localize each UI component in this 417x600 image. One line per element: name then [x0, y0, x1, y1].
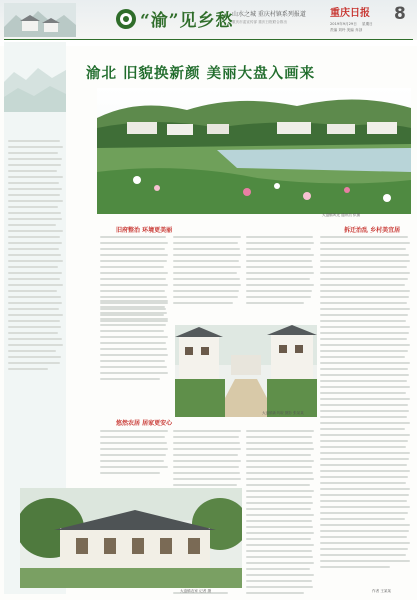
article-column-lower-3: [246, 430, 315, 598]
header-rule: [4, 39, 413, 40]
photo-caption-top: 大盘镇风光 通讯员 供图: [322, 213, 361, 217]
farmhouse-photo: [20, 488, 242, 588]
issue-date: 2019年9月29日: [330, 22, 357, 26]
sidebar-landscape-art: [4, 42, 66, 142]
article-column-2: [173, 236, 242, 308]
swirl-emblem-icon: [114, 6, 138, 32]
section-heading-2: 悠然农居 居家更安心: [116, 420, 173, 427]
page-editors: 责编 刘玲 美编 乔剑: [330, 28, 363, 32]
courtyard-houses-photo: [175, 325, 317, 417]
masthead-slogan: 山水之城 重庆村镇系列报道: [232, 11, 306, 18]
article-column-right: [320, 236, 410, 572]
masthead-column-title: “渝”见乡愁: [140, 11, 234, 31]
photo-caption-middle: 大盘镇新风貌 摄影 张某某: [262, 411, 304, 415]
section-heading-1: 旧府整治 环境更美丽: [116, 227, 173, 234]
article-byline: 作者 王某某: [372, 589, 392, 593]
article-column-lower-1: [100, 430, 169, 478]
section-heading-3: 拆迁治乱 乡村美宜居: [344, 227, 401, 234]
photo-caption-bottom: 大盘镇农家 记者 摄: [180, 589, 212, 593]
masthead-subslogan: 重庆市委宣传部 重庆日报联合推出: [232, 20, 288, 24]
village-landscape-photo: [97, 88, 411, 214]
masthead-village-illustration: [4, 3, 76, 37]
sidebar-text-block: [8, 140, 64, 374]
page-headline: 渝北 旧貌换新颜 美丽大盘入画来: [86, 65, 316, 82]
page-number: 8: [394, 4, 406, 24]
article-column-3: [246, 236, 315, 308]
newspaper-brand: 重庆日报: [330, 8, 370, 19]
article-column-1b: [100, 300, 169, 384]
issue-weekday: 星期日: [362, 22, 373, 26]
